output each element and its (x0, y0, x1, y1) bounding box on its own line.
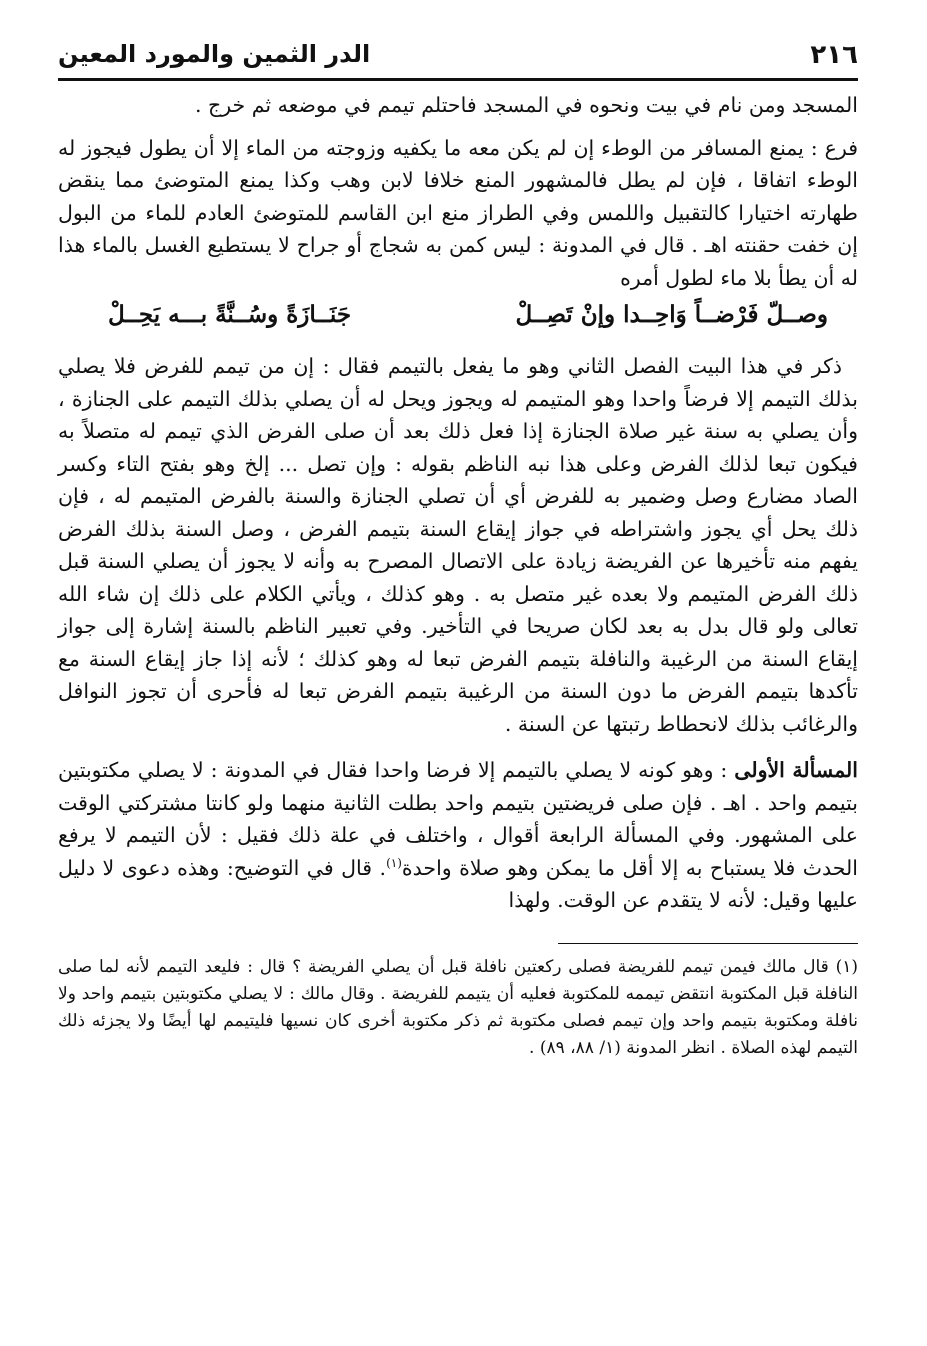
paragraph-commentary: ذكر في هذا البيت الفصل الثاني وهو ما يفعل بالتيمم فقال : إن من تيمم للفرض فلا يصلي بذلك التيمم إلا فرضاً واحدا وهو المتيمم له ويجوز ويحل له أن يصلي بذلك التيمم على الجنازة ، وأن يصلي به سنة غير صلاة الجنازة إذا فعل ذلك بعد أن صلى الفرض الذي تيمم له متصلاً به فيكون تبعا لذلك الفرض وعلى هذا نبه الناظم بقوله : وإن تصل ... إلخ وهو بفتح التاء وكسر الصاد مضارع وصل وضمير به للفرض أي أن تصلي الجنازة والسنة بالفرض المتيمم له ، فإن ذلك يحل أي يجوز واشتراطه في جواز إيقاع السنة بتيمم الفرض ، وصل السنة بذلك الفرض يفهم منه تأخيرها عن الفريضة زيادة على الاتصال المصرح به وأنه لا يجوز أن يصلي السنة قبل ذلك الفرض المتيمم ولا بعده غير متصل به . وهو كذلك ، ويأتي الكلام على ذلك إن شاء الله تعالى ولو قال بدل به بعد لكان صريحا في التأخير. وفي تعبير الناظم بالسنة إشارة إلى جواز إيقاع السنة من الرغيبة والنافلة بتيمم الفرض تبعا له وهو كذلك ؛ لأنه إذا جاز إيقاع السنة مع تأكدها بتيمم الفرض ما دون السنة من الرغيبة بتيمم الفرض تبعا له فأحرى أن تجوز النوافل والرغائب بذلك لانحطاط رتبتها عن السنة . (58, 354, 858, 736)
footnote (58, 954, 858, 1062)
footnote-text: قال مالك فيمن تيمم للفريضة فصلى ركعتين نافلة قبل أن يصلي الفريضة ؟ قال : فليعد التيمم لأنه لما صلى النافلة قبل المكتوبة انتقض تيممه للمكتوبة فعليه أن يتيمم للفريضة . وقال مالك : لا يصلي مكتوبتين بتيمم واحد ولا نافلة ومكتوبة بتيمم واحد وإن تيمم فصلى مكتوبة ثم ذكر مكتوبة أخرى كان نسيها فليتيمم لها أيضًا ولا يجزئه ذلك التيمم لهذه الصلاة . انظر المدونة (١/ ٨٨، ٨٩) . (58, 956, 858, 1058)
running-title: الدر الثمين والمورد المعين (58, 40, 371, 68)
paragraph-mosque: المسجد ومن نام في بيت ونحوه في المسجد فاحتلم تيمم في موضعه ثم خرج . (194, 93, 858, 117)
book-page (58, 38, 858, 1328)
page-number: ٢١٦ (810, 40, 858, 70)
footnote-reference[interactable]: (١) (386, 855, 402, 870)
issue-heading: المسألة الأولى (734, 758, 858, 782)
paragraph-first-issue (58, 754, 858, 917)
page-header (58, 38, 858, 81)
issue-text: : وهو كونه لا يصلي بالتيمم إلا فرضا واحدا فقال في المدونة : لا يصلي مكتوبتين بتيمم واحد . اهـ . فإن صلى فريضتين بتيمم واحد بطلت الثانية منهما ولو كانتا مشتركتي الوقت على المشهور. وفي المسألة الرابعة أقوال ، واختلف في علة ذلك فقيل : لأن التيمم لا يرفع الحدث فلا يستباح به إلا أقل ما يمكن وهو صلاة واحدة (58, 758, 858, 880)
poem-verse (108, 296, 828, 334)
issue-text-continued: . قال في التوضيح: وهذه دعوى لا دليل عليها وقيل: لأنه لا يتقدم عن الوقت. ولهذا (58, 855, 858, 912)
footnote-marker: (١) (835, 956, 858, 977)
footnote-separator (558, 943, 858, 944)
verse-hemistich-second: جَنَــازَةً وسُــنَّةً بـــه يَحِــلْ (108, 301, 352, 328)
verse-hemistich-first: وصــلّ فَرْضــاً وَاحِــدا وإنْ تَصِــلْ (515, 301, 828, 328)
paragraph-branch: فرع : يمنع المسافر من الوطء إن لم يكن معه ما يكفيه وزوجته من الماء إلا أن يطول فيجوز له الوطء اتفاقا ، فإن لم يطل فالمشهور المنع خلافا لابن وهب وكذا يمنع المتوضئ مما ينقض طهارته اختيارا كالتقبيل واللمس وفي الطراز منع ابن القاسم للمتوضئ العادم للماء من البول إن خفت حقنته اهـ . قال في المدونة : ليس كمن به شجاج أو جراح لا يستطيع الغسل بالماء هذا له أن يطأ بلا ماء لطول أمره (58, 135, 858, 290)
